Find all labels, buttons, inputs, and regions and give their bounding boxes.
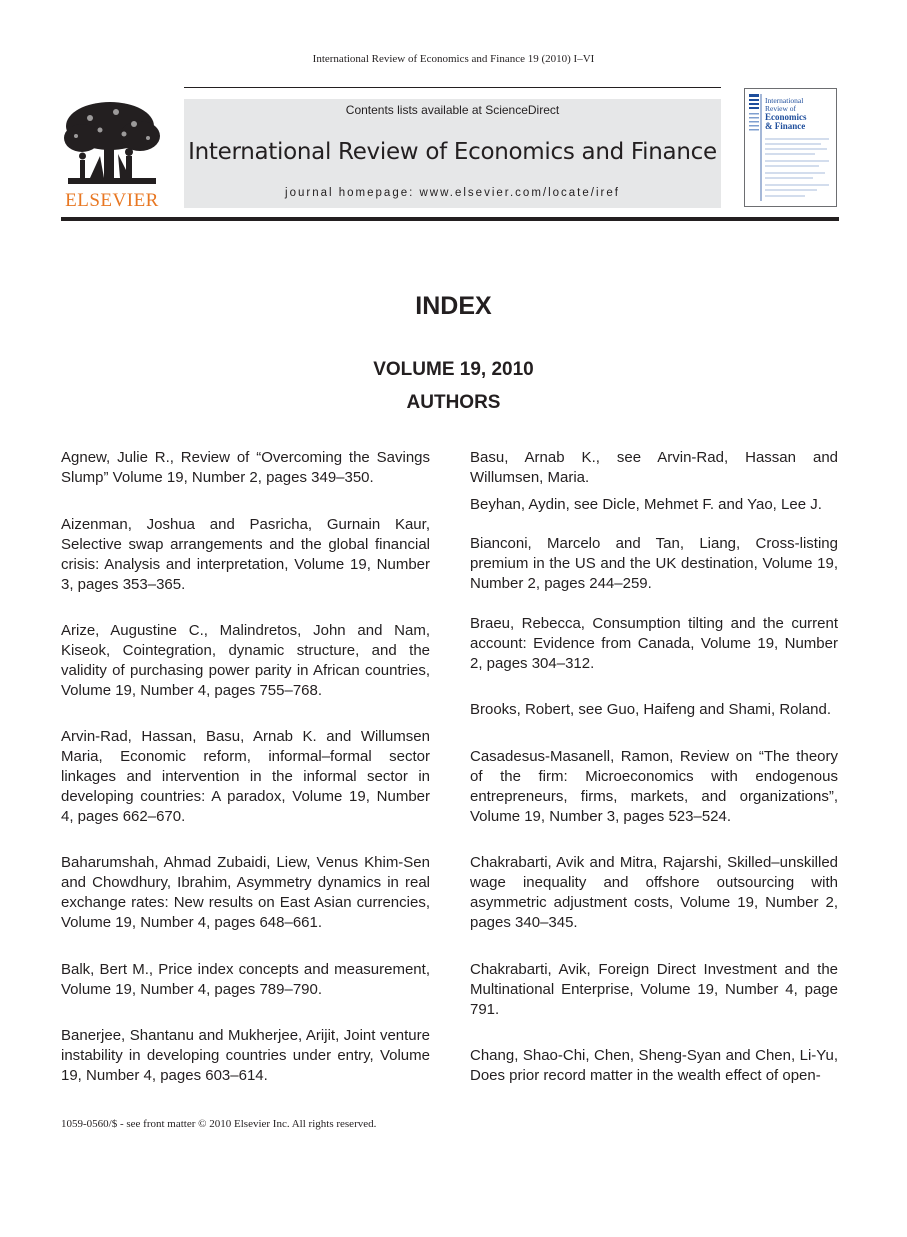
- index-entry: Agnew, Julie R., Review of “Overcoming the Savings Slump” Volume 19, Number 2, pages 349–350.: [61, 449, 430, 486]
- cover-title-line: International: [765, 96, 804, 105]
- index-entry: Beyhan, Aydin, see Dicle, Mehmet F. and Yao, Lee J.: [470, 496, 822, 513]
- cover-title-line: Economics: [765, 112, 807, 122]
- index-entry: Brooks, Robert, see Guo, Haifeng and Shami, Roland.: [470, 701, 832, 718]
- header-rule: [184, 87, 721, 88]
- copyright-footer: 1059-0560/$ - see front matter © 2010 Elsevier Inc. All rights reserved.: [61, 1118, 377, 1130]
- index-entry: Casadesus-Masanell, Ramon, Review on “The theory of the firm: Microeconomics with endogenous entrepreneurs, firms, markets, and organizations”, Volume 19, Number 3, pages 523–524.: [470, 748, 838, 825]
- index-entry: Balk, Bert M., Price index concepts and measurement, Volume 19, Number 4, pages 789–790.: [61, 961, 430, 998]
- index-title: INDEX: [415, 292, 492, 320]
- running-head: International Review of Economics and Finance 19 (2010) I–VI: [312, 53, 595, 65]
- cover-title-line: Review of: [765, 104, 797, 113]
- journal-title: International Review of Economics and Finance: [188, 139, 717, 165]
- index-entry: Chakrabarti, Avik, Foreign Direct Investment and the Multinational Enterprise, Volume 19, Number 4, page 791.: [470, 961, 838, 1018]
- index-entry: Chakrabarti, Avik and Mitra, Rajarshi, Skilled–unskilled wage inequality and offshore outsourcing with asymmetric adjustment costs, Volume 19, Number 2, pages 340–345.: [470, 854, 838, 931]
- index-entry: Chang, Shao-Chi, Chen, Sheng-Syan and Chen, Li-Yu, Does prior record matter in the wealth effect of open-: [470, 1047, 838, 1084]
- index-entry: Aizenman, Joshua and Pasricha, Gurnain Kaur, Selective swap arrangements and the global financial crisis: Analysis and interpretation, Volume 19, Number 3, pages 353–365.: [61, 516, 430, 593]
- publisher-name: ELSEVIER: [65, 190, 159, 211]
- journal-cover-thumbnail: [744, 88, 837, 207]
- index-entry: Baharumshah, Ahmad Zubaidi, Liew, Venus Khim-Sen and Chowdhury, Ibrahim, Asymmetry dynamics in real exchange rates: New results on East Asian currencies, Volume 19, Number 4, pages 648–661.: [61, 854, 430, 931]
- section-heading: AUTHORS: [406, 392, 501, 413]
- index-entry: Braeu, Rebecca, Consumption tilting and the current account: Evidence from Canada, Volume 19, Number 2, pages 304–312.: [470, 615, 838, 672]
- cover-title-line: & Finance: [765, 121, 806, 131]
- index-entry: Basu, Arnab K., see Arvin-Rad, Hassan and Willumsen, Maria.: [470, 449, 838, 486]
- journal-homepage-link[interactable]: journal homepage: www.elsevier.com/locate/iref: [285, 187, 620, 199]
- index-entry: Bianconi, Marcelo and Tan, Liang, Cross-listing premium in the US and the UK destination, Volume 19, Number 2, pages 244–259.: [470, 535, 838, 592]
- index-entry: Arize, Augustine C., Malindretos, John and Nam, Kiseok, Cointegration, dynamic structure, and the validity of purchasing power parity in African countries, Volume 19, Number 4, pages 755–768.: [61, 622, 430, 699]
- index-entry: Banerjee, Shantanu and Mukherjee, Arijit, Joint venture instability in developing countries under entry, Volume 19, Number 4, pages 603–614.: [61, 1027, 430, 1084]
- contents-line[interactable]: Contents lists available at ScienceDirect: [345, 103, 560, 117]
- journal-cover-image: [745, 89, 836, 206]
- volume-heading: VOLUME 19, 2010: [373, 359, 534, 380]
- header-thick-rule: [61, 217, 839, 221]
- index-entry: Arvin-Rad, Hassan, Basu, Arnab K. and Willumsen Maria, Economic reform, informal–formal sector linkages and intervention in the informal sector in developing countries: A paradox, Volume 19, Number 4, pages 662–670.: [61, 728, 430, 825]
